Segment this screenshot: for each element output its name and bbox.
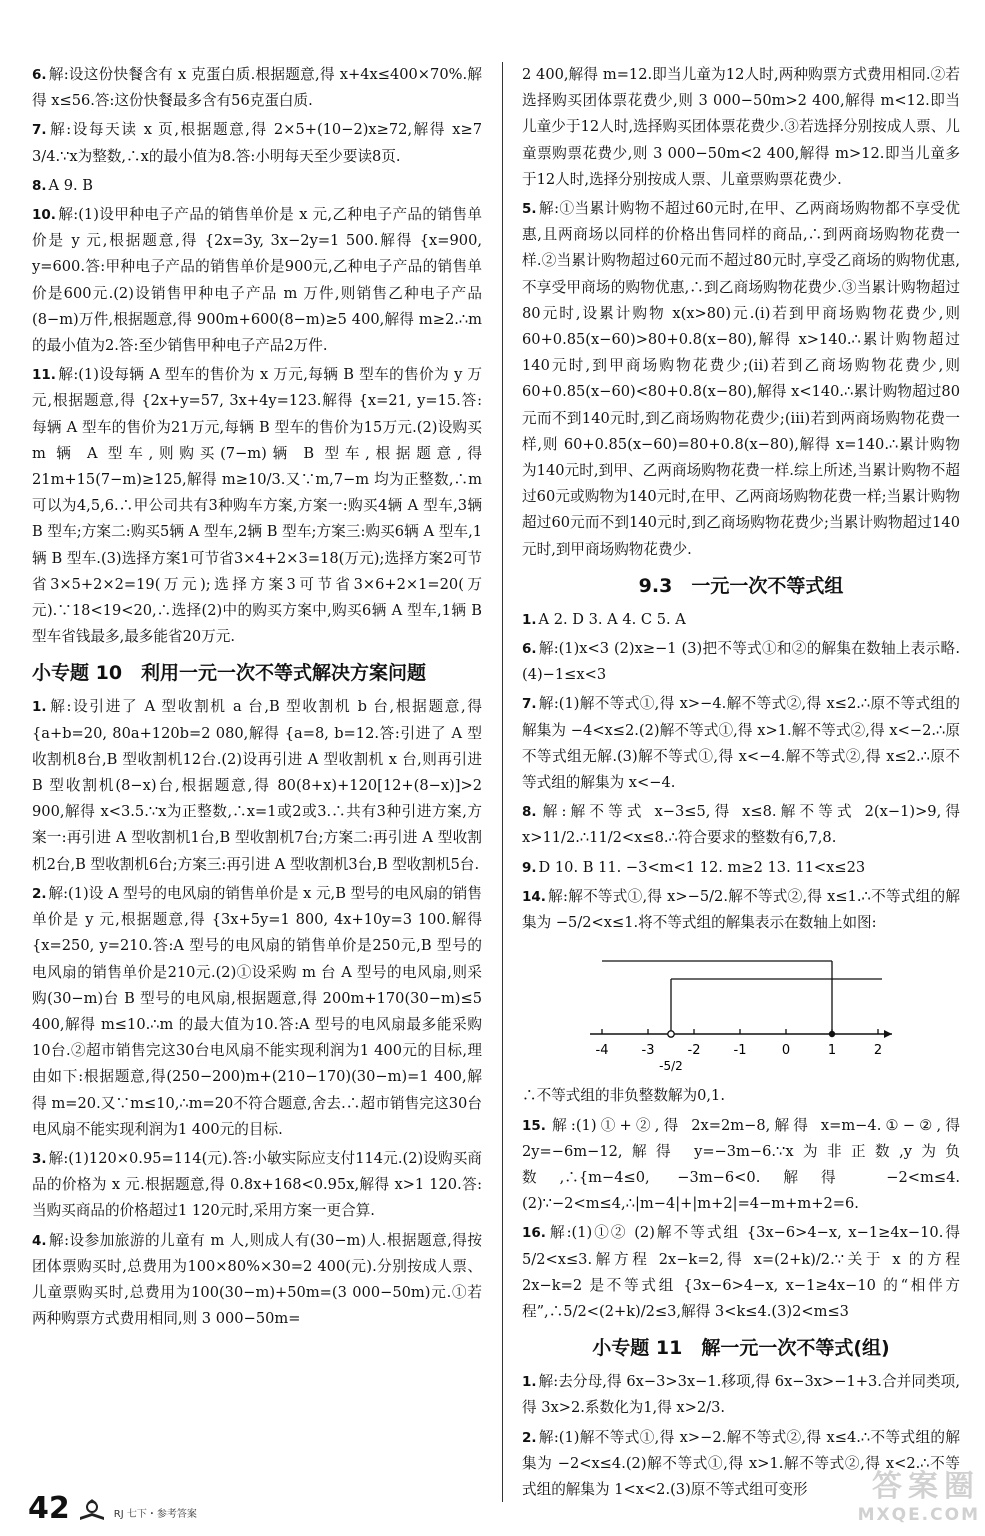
marker-label: -5/2 xyxy=(659,1059,683,1074)
item-text: ∴不等式组的非负整数解为0,1. xyxy=(522,1087,725,1105)
item-text: 解:(1)①+②,得 2x=2m−8,解得 x=m−4.①−②,得 2y=−6m−12,解得 y=−3m−6.∵x为非正数,y为负数,∴{m−4≤0, −3m−6<0.解得 −2<m≤4.(2)∵−2<m≤4,∴|m−4|+|m+2|=4−m+m+2=6. xyxy=(522,1116,960,1213)
section-9-3-answer-list-cont xyxy=(522,1083,960,1325)
answer-item xyxy=(32,1228,482,1333)
answer-item xyxy=(522,636,960,688)
tick-label: 0 xyxy=(781,1043,791,1059)
tick-label: -3 xyxy=(641,1043,655,1059)
item-number: 16. xyxy=(522,1225,546,1242)
item-text: 解:(1)设 A 型号的电风扇的销售单价是 x 元,B 型号的电风扇的销售单价是 y 元,根据题意,得 {3x+5y=1 800, 4x+10y=3 100.解得 {x=250, y=210.答:A 型号的电风扇的销售单价是250元,B 型号的电风扇的销售单价是210元.(2)①设采购 m 台 A 型号的电风扇,则采购(30−m)台 B 型号的电风扇,根据题意,得 200m+170(30−m)≤5 400,解得 m≤10.∴m 的最大值为10.答:A 型号的电风扇最多能采购10台.②超市销售完这30台电风扇不能实现利润为1 400元的目标,理由如下:根据题意,得(250−200)m+(210−170)(30−m)=1 400,解得 m=20.又∵m≤10,∴m=20不符合题意,舍去.∴超市销售完这30台电风扇不能实现利润为1 400元的目标. xyxy=(32,884,482,1138)
item-number: 9. xyxy=(522,859,537,876)
item-number: 8. xyxy=(522,804,537,821)
left-answer-list xyxy=(32,62,482,650)
item-text: 解:(1)解不等式①,得 x>−4.解不等式②,得 x≤2.∴原不等式组的解集为 −4<x≤2.(2)解不等式①,得 x>1.解不等式②,得 x<−2.∴原不等式组无解.(3)解不等式①,得 x<−4.解不等式②,得 x≤2.∴原不等式组的解集为 x<−4. xyxy=(522,695,960,792)
item-text: A 9. B xyxy=(48,176,93,194)
book-logo-icon xyxy=(78,1499,106,1521)
answer-item xyxy=(522,607,960,633)
section-title-topic10: 小专题 10 利用一元一次不等式解决方案问题 xyxy=(32,662,427,685)
item-number: 8. xyxy=(32,177,47,194)
item-number: 11. xyxy=(32,367,56,384)
item-number: 4. xyxy=(32,1232,47,1249)
answer-item xyxy=(522,1369,960,1421)
answer-item xyxy=(32,62,482,114)
answer-item xyxy=(32,173,482,199)
answer-item xyxy=(522,1220,960,1325)
item-number: 6. xyxy=(32,67,47,83)
item-text: 解:解不等式①,得 x>−5/2.解不等式②,得 x≤1.∴不等式组的解集为 −5/2<x≤1.将不等式组的解集表示在数轴上如图: xyxy=(522,887,960,932)
open-endpoint xyxy=(668,1031,674,1037)
answer-item xyxy=(32,202,482,359)
page-footer xyxy=(28,1488,197,1524)
item-number: 2. xyxy=(32,885,47,902)
answer-item xyxy=(522,855,960,881)
item-number: 3. xyxy=(32,1150,47,1167)
answer-item xyxy=(32,117,482,169)
item-number: 1. xyxy=(522,1374,537,1391)
item-text: 解:(1)设甲种电子产品的销售单价是 x 元,乙种电子产品的销售单价是 y 元,根据题意,得 {2x=3y, 3x−2y=1 500.解得 {x=900, y=600.答:甲种电子产品的销售单价是900元,乙种电子产品的销售单价是600元.(2)设销售甲种电子产品 m 万件,则销售乙种电子产品(8−m)万件,根据题意,得 900m+600(8−m)≥5 400,解得 m≥2.∴m 的最小值为2.答:至少销售甲种电子产品2万件. xyxy=(32,206,482,355)
answer-item xyxy=(522,1083,960,1109)
item-number: 14. xyxy=(522,888,546,905)
item-number: 1. xyxy=(522,611,537,628)
answer-item xyxy=(32,694,482,877)
answer-item xyxy=(522,799,960,851)
answer-item xyxy=(522,196,960,563)
tick-label: -4 xyxy=(595,1043,609,1059)
tick-label: -2 xyxy=(687,1043,701,1059)
item-text: 解:设参加旅游的儿童有 m 人,则成人有(30−m)人.根据题意,得按团体票购买时,总费用为100×80%×30=2 400(元).分别按成人票、儿童票购买时,总费用为100(30−m)+50m=(3 000−50m)元.①若两种购票方式费用相同,则 3 000−50m= xyxy=(32,1231,482,1328)
answer-item xyxy=(32,1146,482,1225)
item-text: 解:(1)120×0.95=114(元).答:小敏实际应支付114元.(2)设购买商品的价格为 x 元.根据题意,得 0.8x+168<0.95x,解得 x>1 120.答:当购买商品的价格超过1 120元时,采用方案一更合算. xyxy=(32,1149,482,1220)
item-number: 7. xyxy=(32,122,47,139)
footer-label: RJ 七下・参考答案 xyxy=(113,1509,197,1520)
page-number: 42 xyxy=(28,1491,70,1526)
item-text: 解:设这份快餐含有 x 克蛋白质.根据题意,得 x+4x≤400×70%.解得 x≤56.答:这份快餐最多含有56克蛋白质. xyxy=(32,66,482,110)
axis-arrow xyxy=(884,1030,892,1038)
answer-item xyxy=(32,881,482,1143)
section-title-9-3: 9.3 一元一次不等式组 xyxy=(638,574,844,597)
item-text: D 10. B 11. −3<m<1 12. m≥2 13. 11<x≤23 xyxy=(538,858,866,876)
tick-label: 2 xyxy=(873,1043,883,1059)
number-line-figure xyxy=(582,939,902,1079)
item-number: 10. xyxy=(32,207,56,224)
answer-item xyxy=(522,884,960,936)
item-number: 6. xyxy=(522,641,537,658)
tick-label: 1 xyxy=(827,1043,837,1059)
watermark-url: MXQE.COM xyxy=(857,1505,980,1525)
section-9-3-answer-list xyxy=(522,607,960,936)
item-text: 解:(1)设每辆 A 型车的售价为 x 万元,每辆 B 型车的售价为 y 万元,根据题意,得 {2x+y=57, 3x+4y=123.解得 {x=21, y=15.答:每辆 A 型车的售价为21万元,每辆 B 型车的售价为15万元.(2)设购买 m 辆 A 型车,则购买(7−m)辆 B 型车,根据题意,得 21m+15(7−m)≥125,解得 m≥10/3.又∵m,7−m 均为正整数,∴m 可以为4,5,6.∴甲公司共有3种购车方案,方案一:购买4辆 A 型车,3辆 B 型车;方案二:购买5辆 A 型车,2辆 B 型车;方案三:购买6辆 A 型车,1辆 B 型车.(3)选择方案1可节省3×4+2×3=18(万元);选择方案2可节省3×5+2×2=19(万元);选择方案3可节省3×6+2×1=20(万元).∵18<19<20,∴选择(2)中的购买方案中,购买6辆 A 型车,1辆 B 型车省钱最多,最多能省20万元. xyxy=(32,366,482,646)
item-text: 解:(1)解不等式①,得 x>−2.解不等式②,得 x≤4.∴不等式组的解集为 −2<x≤4.(2)解不等式①,得 x>1.解不等式②,得 x<2.∴不等式组的解集为 1<x<2.(3)原不等式组可变形 xyxy=(522,1428,960,1498)
item-text: 解:去分母,得 6x−3>3x−1.移项,得 6x−3x>−1+3.合并同类项,得 3x>2.系数化为1,得 x>2/3. xyxy=(522,1373,960,1417)
column-divider xyxy=(502,62,503,1502)
item-text: 解:①当累计购物不超过60元时,在甲、乙两商场购物都不享受优惠,且两商场以同样的价格出售同样的商品,∴到两商场购物花费一样.②当累计购物超过60元而不超过80元时,享受乙商场的购物优惠,不享受甲商场的购物优惠,∴到乙商场购物花费少.③当累计购物超过80元时,设累计购物 x(x>80)元.(i)若到甲商场购物花费少,则 60+0.85(x−60)>80+0.8(x−80),解得 x>140.∴累计购物超过140元时,到甲商场购物花费少;(ii)若到乙商场购物花费少,则 60+0.85(x−60)<80+0.8(x−80),解得 x<140.∴累计购物超过80元而不到140元时,到乙商场购物花费少;(iii)若到两商场购物花费一样,则 60+0.85(x−60)=80+0.8(x−80),解得 x=140.∴累计购物为140元时,到甲、乙两商场购物花费一样.综上所述,当累计购物不超过60元或购物为140元时,在甲、乙两商场购物花费一样;当累计购物超过60元而不到140元时,到乙商场购物花费少;当累计购物超过140元时,到甲商场购物花费少. xyxy=(522,200,960,558)
topic10-answer-list xyxy=(32,694,482,1332)
closed-endpoint xyxy=(829,1031,835,1037)
watermark-title: 答案圈 xyxy=(872,1469,980,1504)
item-text: 解:设每天读 x 页,根据题意,得 2×5+(10−2)x≥72,解得 x≥7 3/4.∵x为整数,∴x的最小值为8.答:小明每天至少要读8页. xyxy=(32,121,482,165)
section-title-topic11: 小专题 11 解一元一次不等式(组) xyxy=(592,1337,890,1360)
number-line xyxy=(590,961,892,1073)
tick-label: -1 xyxy=(733,1043,747,1059)
answer-item xyxy=(522,1113,960,1218)
item-text: 解:(1)x<3 (2)x≥−1 (3)把不等式①和②的解集在数轴上表示略.(4)−1≤x<3 xyxy=(522,640,960,684)
item-text: 2 400,解得 m=12.即当儿童为12人时,两种购票方式费用相同.②若选择购买团体票花费少,则 3 000−50m>2 400,解得 m<12.即当儿童少于12人时,选择购买团体票花费少.③若选择分别按成人票、儿童票购票花费少,则 3 000−50m<2 400,解得 m>12.即当儿童多于12人时,选择分别按成人票、儿童票购票花费少. xyxy=(522,66,960,188)
item-number: 2. xyxy=(522,1429,537,1446)
item-text: 解:设引进了 A 型收割机 a 台,B 型收割机 b 台,根据题意,得 {a+b=20, 80a+120b=2 080,解得 {a=8, b=12.答:引进了 A 型收割机8台,B 型收割机12台.(2)设再引进 A 型收割机 x 台,则再引进 B 型收割机(8−x)台,根据题意,得 80(8+x)+120[12+(8−x)]>2 900,解得 x<3.5.∵x为正整数,∴x=1或2或3.∴共有3种引进方案,方案一:再引进 A 型收割机1台,B 型收割机7台;方案二:再引进 A 型收割机2台,B 型收割机6台;方案三:再引进 A 型收割机3台,B 型收割机5台. xyxy=(32,698,482,873)
item-text: 解:(1)①② (2)解不等式组 {3x−6>4−x, x−1≥4x−10.得 5/2<x≤3.解方程 2x−k=2,得 x=(2+k)/2.∵关于 x 的方程 2x−k=2 是不等式组 {3x−6>4−x, x−1≥4x−10 的“相伴方程”,∴5/2<(2+k)/2≤3,解得 3<k≤4.(3)2<m≤3 xyxy=(522,1224,960,1320)
answer-item xyxy=(522,691,960,796)
watermark xyxy=(790,1470,980,1532)
right-answer-list-top xyxy=(522,62,960,563)
right-column xyxy=(522,62,960,1506)
item-text: A 2. D 3. A 4. C 5. A xyxy=(538,610,686,628)
item-number: 5. xyxy=(522,201,537,218)
answer-item xyxy=(522,62,960,193)
item-number: 7. xyxy=(522,696,537,713)
item-number: 15. xyxy=(522,1117,546,1134)
item-number: 1. xyxy=(32,699,47,716)
answer-item xyxy=(32,362,482,650)
left-column xyxy=(32,62,482,1335)
item-text: 解:解不等式 x−3≤5,得 x≤8.解不等式 2(x−1)>9,得 x>11/2.∴11/2<x≤8.∴符合要求的整数有6,7,8. xyxy=(522,803,960,847)
